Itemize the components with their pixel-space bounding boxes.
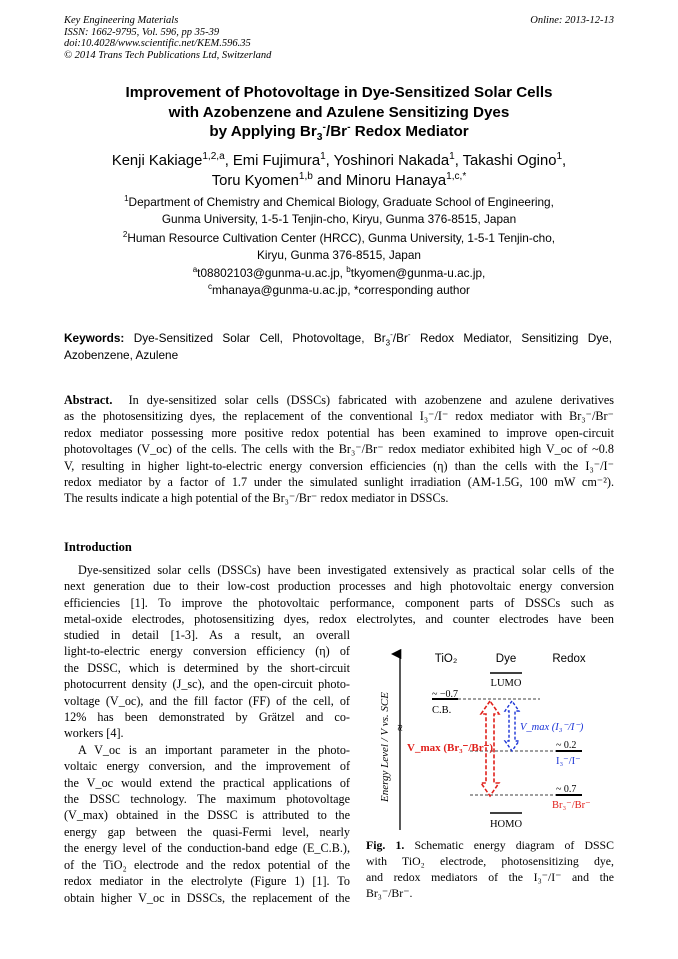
author-4: Takashi Ogino xyxy=(462,153,557,169)
intro-column-text: studied in detail [1-3]. As a result, an overall light-to-electric energy conversion efficiency (η) of the DSSC, which is determined by the short-circuit photocurrent density (J_sc), and the open-circuit photo- voltage (V_oc), and the fill factor (FF) of the cell, of 12% has been demonstrated by Grätzel and co- workers [4]. A V_oc is an important parameter in the photo- voltaic energy conversion, and the improvement of the V_oc would extend the practical applications of the DSSC technology. The maximum photovoltage (V_max) obtained in the DSSC is attributed to the energy gap between the quasi-Fermi level, nearly the energy level of the conduction-band edge (E_C.B.), of the TiO₂ electrode and the redox potential of the redox mediator in the electrolyte (Figure 1) [1]. To obtain higher V_oc in DSSCs, the replacement of the xyxy=(64,628,350,905)
author-3: Yoshinori Nakada xyxy=(333,153,450,169)
intro-full-width-text: Dye-sensitized solar cells (DSSCs) have been investigated extensively as practical solar cells of the next generation due to their low-cost production processes and high photovoltaic energy conversion efficiencies [1]. To improve the photovoltaic performance, component parts of DSSCs such as metal-oxide electrodes, photosensitizing dyes, redox electrolytes, and counter electrodes have been xyxy=(64,563,614,627)
energy-axis-label: Energy Level / V vs. SCE xyxy=(379,692,391,802)
i3-label: I₃⁻/I⁻ xyxy=(556,756,581,767)
column-redox: Redox xyxy=(552,653,586,665)
column-dye: Dye xyxy=(495,653,517,665)
email-a[interactable]: t08802103@gunma-u.ac.jp, xyxy=(197,266,343,280)
homo-label: HOMO xyxy=(489,819,523,830)
journal-name: Key Engineering Materials xyxy=(64,15,179,26)
cb-value: ~ −0.7 xyxy=(432,689,459,700)
journal-header xyxy=(64,15,271,61)
doi-line: doi:10.4028/www.scientific.net/KEM.596.35 xyxy=(64,38,251,49)
title-line-1: Improvement of Photovoltage in Dye-Sensitized Solar Cells xyxy=(125,84,553,101)
email-b[interactable]: tkyomen@gunma-u.ac.jp, xyxy=(350,266,486,280)
author-5: Toru Kyomen xyxy=(211,172,299,189)
keywords: Keywords: Dye-Sensitized Solar Cell, Photovoltage, $Br_3^-/Br^-$ Redox Mediator, Sensitizing Dye, Azobenzene, Azulene xyxy=(64,330,613,362)
vmax-br3-label: V_max (Br₃⁻/Br⁻) xyxy=(407,742,494,754)
section-heading-introduction: Introduction xyxy=(64,540,132,554)
author-2: Emi Fujimura xyxy=(232,153,321,169)
copyright-line: © 2014 Trans Tech Publications Ltd, Switzerland xyxy=(64,49,272,61)
abstract: Abstract. In dye-sensitized solar cells (DSSCs) fabricated with azobenzene and azulene derivatives as the photosensitizing dyes, the replacement of the conventional I₃⁻/I⁻ redox mediator with Br₃⁻/Br⁻ redox mediator possessing more positive redox potential has been examined to improve open-circuit photovoltages (V_oc) of the cells. The cells with the Br₃⁻/Br⁻ redox mediator exhibited high V_oc of ~0.8 V, resulting in higher light-to-electric energy conversion efficiencies (η) than the cells with the I₃⁻/I⁻ redox mediator by a factor of 1.7 under the simulated sunlight irradiation (AM-1.5G, 100 mW cm⁻²). The results indicate a high potential of the Br₃⁻/Br⁻ redox mediator in DSSCs. xyxy=(64,393,615,506)
email-block: $^a$t08802103@gunma-u.ac.jp, $^b$tkyomen@gunma-u.ac.jp, $^c$mhanaya@gunma-u.ac.jp, *corresponding author xyxy=(192,265,486,297)
i3-value: ~ 0.2 xyxy=(556,740,577,751)
email-c[interactable]: mhanaya@gunma-u.ac.jp, xyxy=(212,282,351,297)
figure-caption: Fig. 1. Schematic energy diagram of DSSC with TiO₂ electrode, photosensitizing dye, and redox mediators of the I₃⁻/I⁻ and the Br₃⁻/Br⁻. xyxy=(366,838,614,900)
cb-label: C.B. xyxy=(432,705,452,716)
author-list: Kenji Kakiage$^{1,2,a}$, Emi Fujimura$^1$, Yoshinori Nakada$^1$, Takashi Ogino$^1$, Toru Kyomen$^{1,b}$ and Minoru Hanaya$^{1,c,*}$ xyxy=(111,151,567,189)
column-tio2: TiO₂ xyxy=(434,653,458,665)
br3-label: Br₃⁻/Br⁻ xyxy=(552,800,591,811)
title-line-3: by Applying $Br_3^-/Br^-$ Redox Mediator xyxy=(209,121,469,144)
lumo-label: LUMO xyxy=(490,678,522,689)
author-1: Kenji Kakiage xyxy=(111,153,203,169)
author-6: Minoru Hanaya xyxy=(345,172,447,189)
vmax-i3-arrow xyxy=(505,701,519,751)
vmax-i3-label: V_max (I₃⁻/I⁻) xyxy=(520,722,584,733)
affiliation-1: $^1$Department of Chemistry and Chemical Biology, Graduate School of Engineering, Gunma University, 1-5-1 Tenjin-cho, Kiryu, Gunma 376-8515, Japan xyxy=(124,194,554,226)
affiliation-2: $^2$Human Resource Cultivation Center (HRCC), Gunma University, 1-5-1 Tenjin-cho, Kiryu, Gunma 376-8515, Japan xyxy=(122,230,556,262)
paper-title xyxy=(0,83,678,142)
issn-line: ISSN: 1662-9795, Vol. 596, pp 35-39 xyxy=(64,26,220,38)
energy-diagram-figure xyxy=(360,640,622,836)
br3-value: ~ 0.7 xyxy=(556,784,577,795)
axis-break-mark: ≈ xyxy=(393,724,407,731)
title-line-2: with Azobenzene and Azulene Sensitizing Dyes xyxy=(168,103,510,121)
online-date: Online: 2013-12-13 xyxy=(530,15,614,26)
